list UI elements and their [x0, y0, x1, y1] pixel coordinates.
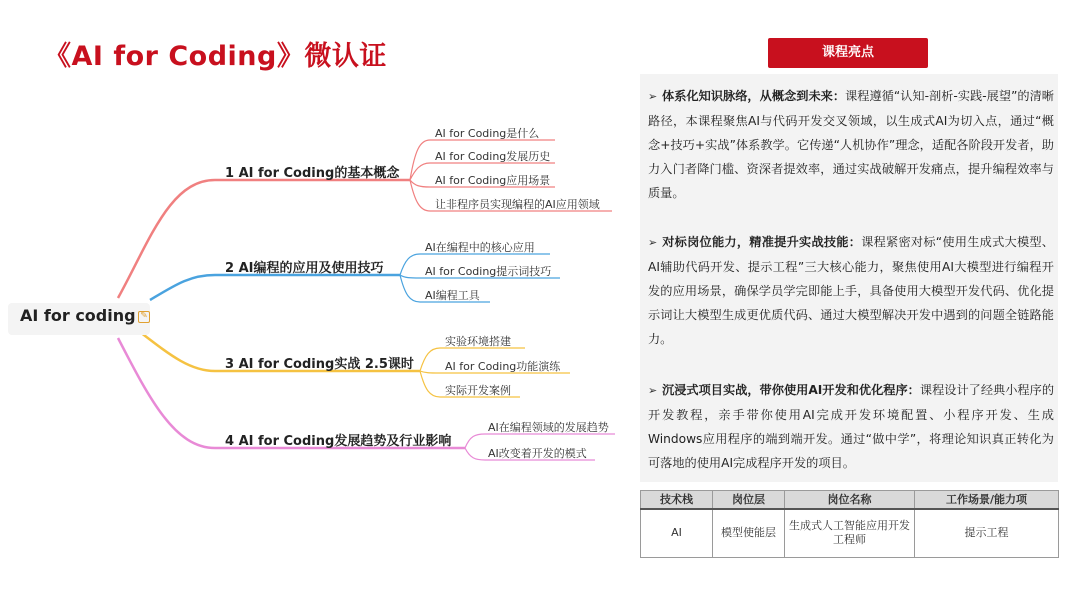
table-header-cell: 工作场景/能力项	[915, 491, 1059, 509]
highlight-body: 课程紧密对标“使用生成式大模型、AI辅助代码开发、提示工程”三大核心能力，聚焦使用AI大模型进行编程开发的应用场景，确保学员学完即能上手，具备使用大模型开发代码、优化提示词让大模型生成更优质代码、通过大模型解决开发中遇到的问题全链路能力。	[648, 235, 1054, 346]
highlights-header: 课程亮点	[768, 38, 928, 68]
table-cell: 模型使能层	[713, 509, 785, 558]
branch-2-leaf: AI编程工具	[425, 289, 480, 302]
branch-3-leaf: 实际开发案例	[445, 384, 511, 397]
table-header-cell: 技术栈	[641, 491, 713, 509]
branch-4-label: 4 AI for Coding发展趋势及行业影响	[225, 434, 452, 449]
branch-3-leaf: AI for Coding功能演练	[445, 360, 561, 373]
arrow-bullet-icon: ➢	[648, 90, 658, 103]
table-header-row	[641, 491, 1059, 509]
branch-1-label: 1 AI for Coding的基本概念	[225, 166, 400, 181]
branch-1-leaf: 让非程序员实现编程的AI应用领域	[435, 198, 600, 211]
branch-3-leaf: 实验环境搭建	[445, 335, 511, 348]
highlight-title: 沉浸式项目实战，带你使用AI开发和优化程序：	[662, 383, 920, 397]
table-header-cell: 岗位名称	[785, 491, 915, 509]
branch-2-leaf: AI在编程中的核心应用	[425, 241, 535, 254]
highlight-body: 课程设计了经典小程序的开发教程，亲手带你使用AI完成开发环境配置、小程序开发、生成Windows应用程序的端到端开发。通过“做中学”，将理论知识真正转化为可落地的使用AI完成程序开发的项目。	[648, 383, 1055, 470]
highlight-title: 体系化知识脉络，从概念到未来：	[662, 89, 846, 103]
table-cell: 生成式人工智能应用开发工程师	[785, 509, 915, 558]
arrow-bullet-icon: ➢	[648, 384, 658, 397]
highlight-body: 课程遵循“认知-剖析-实践-展望”的清晰路径，本课程聚焦AI与代码开发交叉领域，以生成式AI为切入点，通过“概念+技巧+实战”体系教学。它传递“人机协作”理念，适配各阶段开发者，助力入门者降门槛、资深者提效率，通过实战破解开发痛点，提升编程效率与质量。	[648, 89, 1054, 200]
table-cell: AI	[641, 509, 713, 558]
highlight-title: 对标岗位能力，精准提升实战技能：	[662, 235, 862, 249]
table-header-cell: 岗位层	[713, 491, 785, 509]
branch-1-leaf: AI for Coding应用场景	[435, 174, 551, 187]
branch-2-connector	[150, 275, 400, 300]
branch-1-leaf: AI for Coding是什么	[435, 127, 540, 140]
branch-1-leaf: AI for Coding发展历史	[435, 150, 551, 163]
branch-1-connector	[118, 180, 410, 298]
highlight-item	[648, 230, 1054, 351]
table-cell: 提示工程	[915, 509, 1059, 558]
course-mindmap	[0, 120, 630, 465]
branch-3-label: 3 AI for Coding实战 2.5课时	[225, 357, 414, 372]
page-title: 《AI for Coding》微认证	[44, 41, 387, 72]
highlight-item	[648, 378, 1054, 475]
branch-4-leaf: AI在编程领域的发展趋势	[488, 421, 609, 434]
branch-2-label: 2 AI编程的应用及使用技巧	[225, 261, 384, 276]
table-row	[641, 509, 1059, 558]
highlight-item	[648, 84, 1054, 205]
mindmap-root-label: AI for coding	[20, 306, 136, 325]
role-table	[640, 490, 1059, 558]
arrow-bullet-icon: ➢	[648, 236, 658, 249]
branch-4-leaf: AI改变着开发的模式	[488, 447, 587, 460]
note-icon: ✎	[138, 311, 150, 323]
branch-2-leaf: AI for Coding提示词技巧	[425, 265, 552, 278]
